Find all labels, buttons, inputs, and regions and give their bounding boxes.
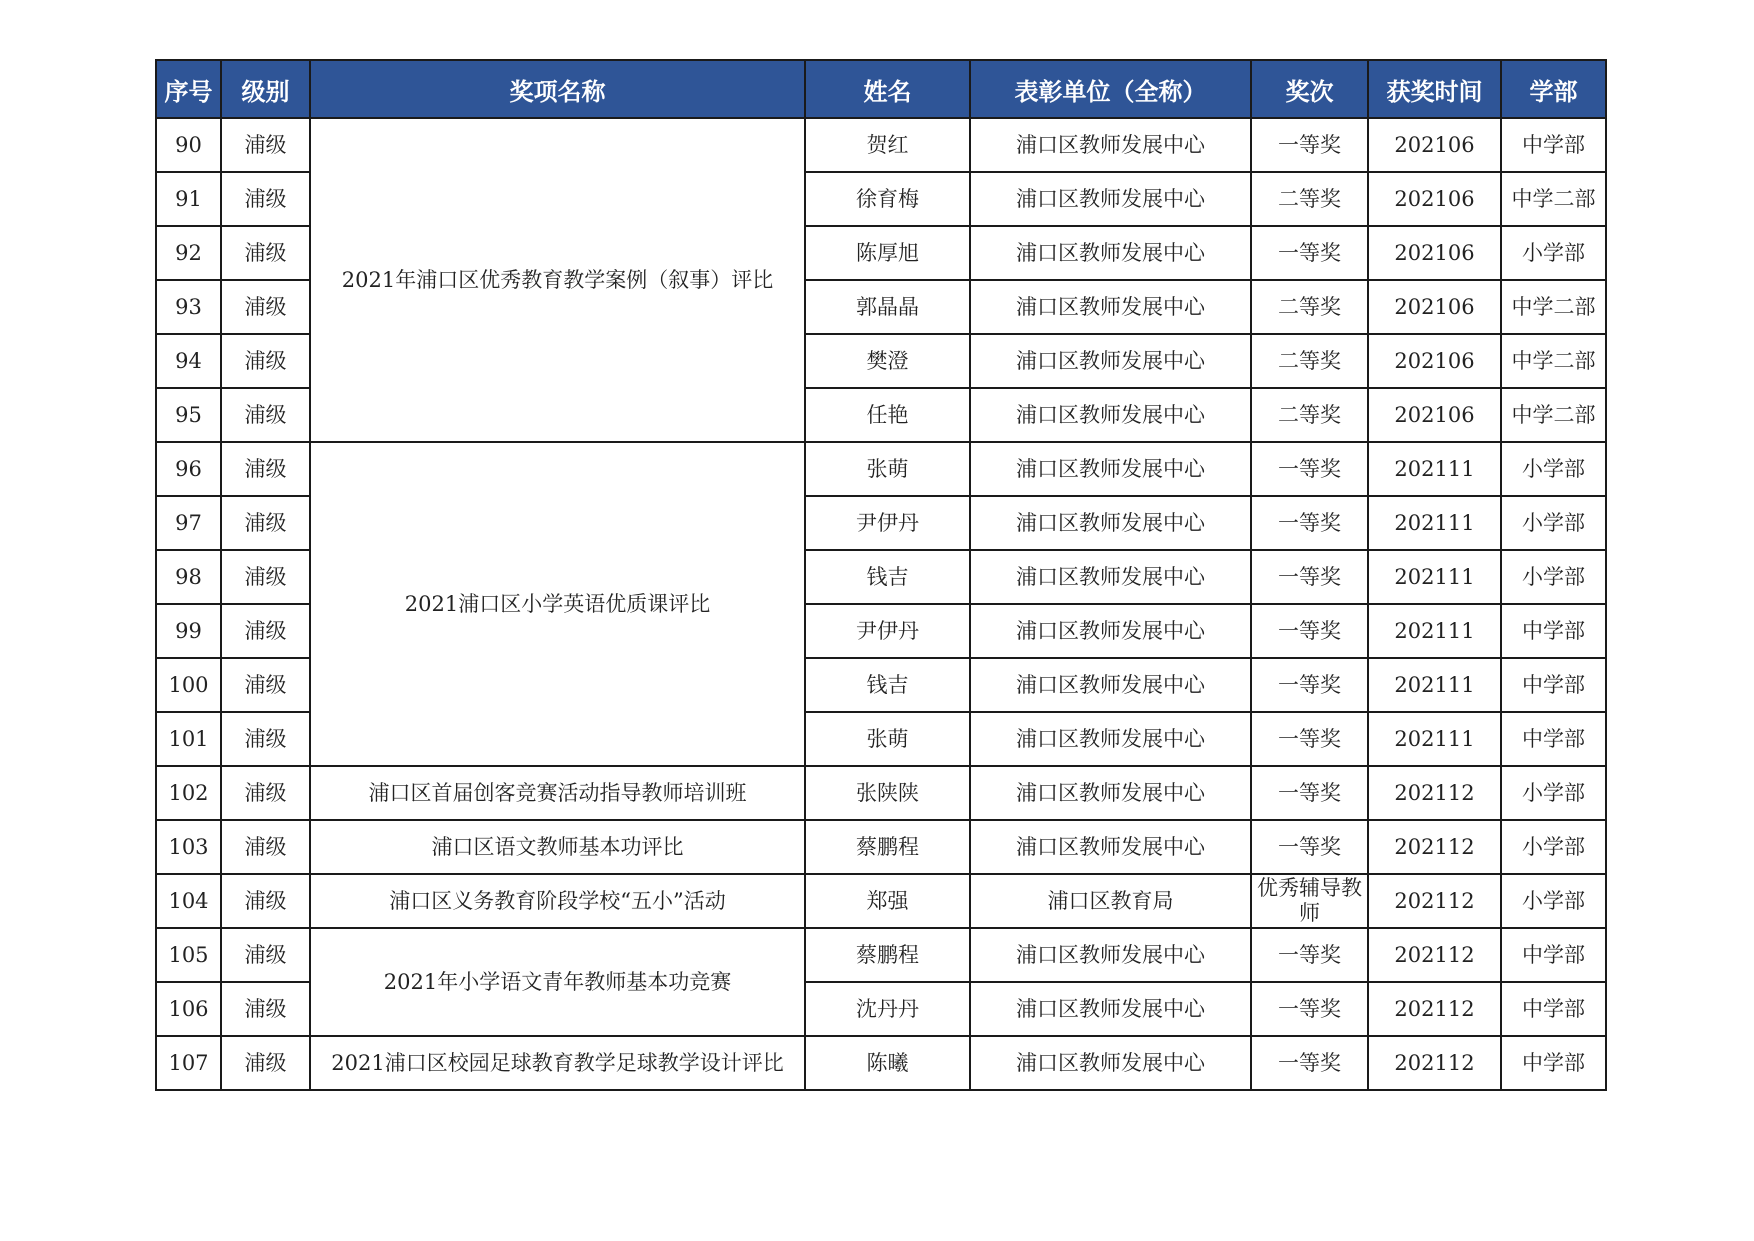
header-award-time: 获奖时间 <box>1368 60 1501 118</box>
cell-index: 90 <box>156 118 221 172</box>
cell-department: 中学部 <box>1501 1036 1606 1090</box>
cell-person-name: 樊澄 <box>805 334 970 388</box>
cell-level: 浦级 <box>221 280 310 334</box>
cell-department: 小学部 <box>1501 766 1606 820</box>
cell-award-rank: 优秀辅导教师 <box>1251 874 1368 928</box>
cell-department: 中学部 <box>1501 712 1606 766</box>
cell-department: 中学部 <box>1501 118 1606 172</box>
cell-department: 中学部 <box>1501 982 1606 1036</box>
cell-award-time: 202106 <box>1368 118 1501 172</box>
cell-person-name: 尹伊丹 <box>805 604 970 658</box>
cell-index: 94 <box>156 334 221 388</box>
cell-person-name: 蔡鹏程 <box>805 928 970 982</box>
cell-department: 小学部 <box>1501 874 1606 928</box>
cell-level: 浦级 <box>221 982 310 1036</box>
cell-person-name: 陈厚旭 <box>805 226 970 280</box>
cell-level: 浦级 <box>221 226 310 280</box>
cell-department: 小学部 <box>1501 496 1606 550</box>
cell-department: 中学二部 <box>1501 172 1606 226</box>
cell-award-rank: 一等奖 <box>1251 550 1368 604</box>
cell-award-rank: 一等奖 <box>1251 820 1368 874</box>
cell-index: 104 <box>156 874 221 928</box>
cell-person-name: 张萌 <box>805 442 970 496</box>
cell-awarding-unit: 浦口区教育局 <box>970 874 1251 928</box>
cell-awarding-unit: 浦口区教师发展中心 <box>970 172 1251 226</box>
header-award-name: 奖项名称 <box>310 60 805 118</box>
cell-awarding-unit: 浦口区教师发展中心 <box>970 226 1251 280</box>
cell-award-name: 2021年小学语文青年教师基本功竞赛 <box>310 928 805 1036</box>
cell-award-rank: 一等奖 <box>1251 766 1368 820</box>
cell-person-name: 蔡鹏程 <box>805 820 970 874</box>
cell-level: 浦级 <box>221 820 310 874</box>
table-row <box>156 820 1606 874</box>
cell-award-time: 202111 <box>1368 442 1501 496</box>
cell-level: 浦级 <box>221 496 310 550</box>
cell-level: 浦级 <box>221 874 310 928</box>
cell-award-rank: 一等奖 <box>1251 982 1368 1036</box>
award-table <box>155 59 1607 1091</box>
cell-person-name: 钱吉 <box>805 658 970 712</box>
table-row <box>156 874 1606 928</box>
cell-index: 95 <box>156 388 221 442</box>
cell-award-time: 202112 <box>1368 982 1501 1036</box>
cell-awarding-unit: 浦口区教师发展中心 <box>970 928 1251 982</box>
cell-award-rank: 二等奖 <box>1251 172 1368 226</box>
cell-department: 小学部 <box>1501 226 1606 280</box>
table-row <box>156 928 1606 982</box>
cell-index: 105 <box>156 928 221 982</box>
cell-index: 107 <box>156 1036 221 1090</box>
cell-awarding-unit: 浦口区教师发展中心 <box>970 766 1251 820</box>
cell-index: 96 <box>156 442 221 496</box>
header-department: 学部 <box>1501 60 1606 118</box>
cell-award-time: 202106 <box>1368 226 1501 280</box>
cell-award-rank: 一等奖 <box>1251 928 1368 982</box>
cell-award-rank: 二等奖 <box>1251 280 1368 334</box>
table-row <box>156 766 1606 820</box>
cell-awarding-unit: 浦口区教师发展中心 <box>970 658 1251 712</box>
cell-level: 浦级 <box>221 604 310 658</box>
cell-award-time: 202112 <box>1368 874 1501 928</box>
cell-award-name: 浦口区语文教师基本功评比 <box>310 820 805 874</box>
cell-awarding-unit: 浦口区教师发展中心 <box>970 982 1251 1036</box>
cell-department: 中学部 <box>1501 604 1606 658</box>
cell-award-rank: 一等奖 <box>1251 1036 1368 1090</box>
cell-award-time: 202106 <box>1368 388 1501 442</box>
cell-awarding-unit: 浦口区教师发展中心 <box>970 712 1251 766</box>
cell-index: 102 <box>156 766 221 820</box>
cell-award-time: 202106 <box>1368 280 1501 334</box>
header-person-name: 姓名 <box>805 60 970 118</box>
cell-award-name: 2021年浦口区优秀教育教学案例（叙事）评比 <box>310 118 805 442</box>
cell-award-name: 2021浦口区小学英语优质课评比 <box>310 442 805 766</box>
cell-award-rank: 一等奖 <box>1251 226 1368 280</box>
cell-person-name: 陈曦 <box>805 1036 970 1090</box>
cell-department: 小学部 <box>1501 442 1606 496</box>
cell-department: 中学二部 <box>1501 388 1606 442</box>
cell-index: 93 <box>156 280 221 334</box>
cell-awarding-unit: 浦口区教师发展中心 <box>970 1036 1251 1090</box>
cell-awarding-unit: 浦口区教师发展中心 <box>970 442 1251 496</box>
cell-index: 99 <box>156 604 221 658</box>
cell-person-name: 钱吉 <box>805 550 970 604</box>
cell-award-time: 202111 <box>1368 604 1501 658</box>
header-level: 级别 <box>221 60 310 118</box>
cell-person-name: 贺红 <box>805 118 970 172</box>
cell-award-time: 202106 <box>1368 334 1501 388</box>
cell-person-name: 徐育梅 <box>805 172 970 226</box>
cell-department: 中学部 <box>1501 928 1606 982</box>
cell-person-name: 郑强 <box>805 874 970 928</box>
header-row <box>156 60 1606 118</box>
cell-award-rank: 一等奖 <box>1251 658 1368 712</box>
cell-awarding-unit: 浦口区教师发展中心 <box>970 820 1251 874</box>
cell-award-rank: 二等奖 <box>1251 388 1368 442</box>
header-index: 序号 <box>156 60 221 118</box>
cell-awarding-unit: 浦口区教师发展中心 <box>970 388 1251 442</box>
cell-awarding-unit: 浦口区教师发展中心 <box>970 496 1251 550</box>
cell-award-time: 202112 <box>1368 928 1501 982</box>
cell-awarding-unit: 浦口区教师发展中心 <box>970 280 1251 334</box>
cell-level: 浦级 <box>221 334 310 388</box>
cell-person-name: 尹伊丹 <box>805 496 970 550</box>
cell-department: 中学二部 <box>1501 334 1606 388</box>
cell-department: 中学二部 <box>1501 280 1606 334</box>
cell-awarding-unit: 浦口区教师发展中心 <box>970 604 1251 658</box>
cell-level: 浦级 <box>221 658 310 712</box>
cell-index: 106 <box>156 982 221 1036</box>
cell-level: 浦级 <box>221 442 310 496</box>
table-row <box>156 1036 1606 1090</box>
header-awarding-unit: 表彰单位（全称） <box>970 60 1251 118</box>
cell-award-rank: 二等奖 <box>1251 334 1368 388</box>
cell-award-name: 浦口区首届创客竞赛活动指导教师培训班 <box>310 766 805 820</box>
cell-award-time: 202112 <box>1368 766 1501 820</box>
cell-award-rank: 一等奖 <box>1251 604 1368 658</box>
cell-person-name: 张陕陕 <box>805 766 970 820</box>
cell-award-rank: 一等奖 <box>1251 118 1368 172</box>
cell-award-time: 202112 <box>1368 1036 1501 1090</box>
header-award-rank: 奖次 <box>1251 60 1368 118</box>
cell-person-name: 郭晶晶 <box>805 280 970 334</box>
cell-award-time: 202112 <box>1368 820 1501 874</box>
cell-department: 小学部 <box>1501 820 1606 874</box>
cell-level: 浦级 <box>221 712 310 766</box>
cell-award-time: 202111 <box>1368 550 1501 604</box>
cell-person-name: 张萌 <box>805 712 970 766</box>
cell-person-name: 任艳 <box>805 388 970 442</box>
cell-person-name: 沈丹丹 <box>805 982 970 1036</box>
cell-index: 101 <box>156 712 221 766</box>
cell-award-time: 202111 <box>1368 658 1501 712</box>
table-row <box>156 118 1606 172</box>
cell-level: 浦级 <box>221 928 310 982</box>
cell-department: 中学部 <box>1501 658 1606 712</box>
cell-awarding-unit: 浦口区教师发展中心 <box>970 334 1251 388</box>
cell-award-time: 202111 <box>1368 712 1501 766</box>
cell-level: 浦级 <box>221 766 310 820</box>
cell-index: 91 <box>156 172 221 226</box>
table-body <box>156 118 1606 1090</box>
cell-index: 97 <box>156 496 221 550</box>
cell-level: 浦级 <box>221 388 310 442</box>
cell-award-name: 浦口区义务教育阶段学校“五小”活动 <box>310 874 805 928</box>
cell-awarding-unit: 浦口区教师发展中心 <box>970 118 1251 172</box>
cell-index: 103 <box>156 820 221 874</box>
cell-award-rank: 一等奖 <box>1251 442 1368 496</box>
cell-award-time: 202111 <box>1368 496 1501 550</box>
cell-level: 浦级 <box>221 172 310 226</box>
cell-department: 小学部 <box>1501 550 1606 604</box>
cell-award-rank: 一等奖 <box>1251 496 1368 550</box>
cell-level: 浦级 <box>221 118 310 172</box>
cell-level: 浦级 <box>221 1036 310 1090</box>
cell-award-time: 202106 <box>1368 172 1501 226</box>
table-row <box>156 442 1606 496</box>
cell-awarding-unit: 浦口区教师发展中心 <box>970 550 1251 604</box>
cell-award-name: 2021浦口区校园足球教育教学足球教学设计评比 <box>310 1036 805 1090</box>
cell-level: 浦级 <box>221 550 310 604</box>
cell-index: 98 <box>156 550 221 604</box>
cell-index: 100 <box>156 658 221 712</box>
cell-index: 92 <box>156 226 221 280</box>
cell-award-rank: 一等奖 <box>1251 712 1368 766</box>
